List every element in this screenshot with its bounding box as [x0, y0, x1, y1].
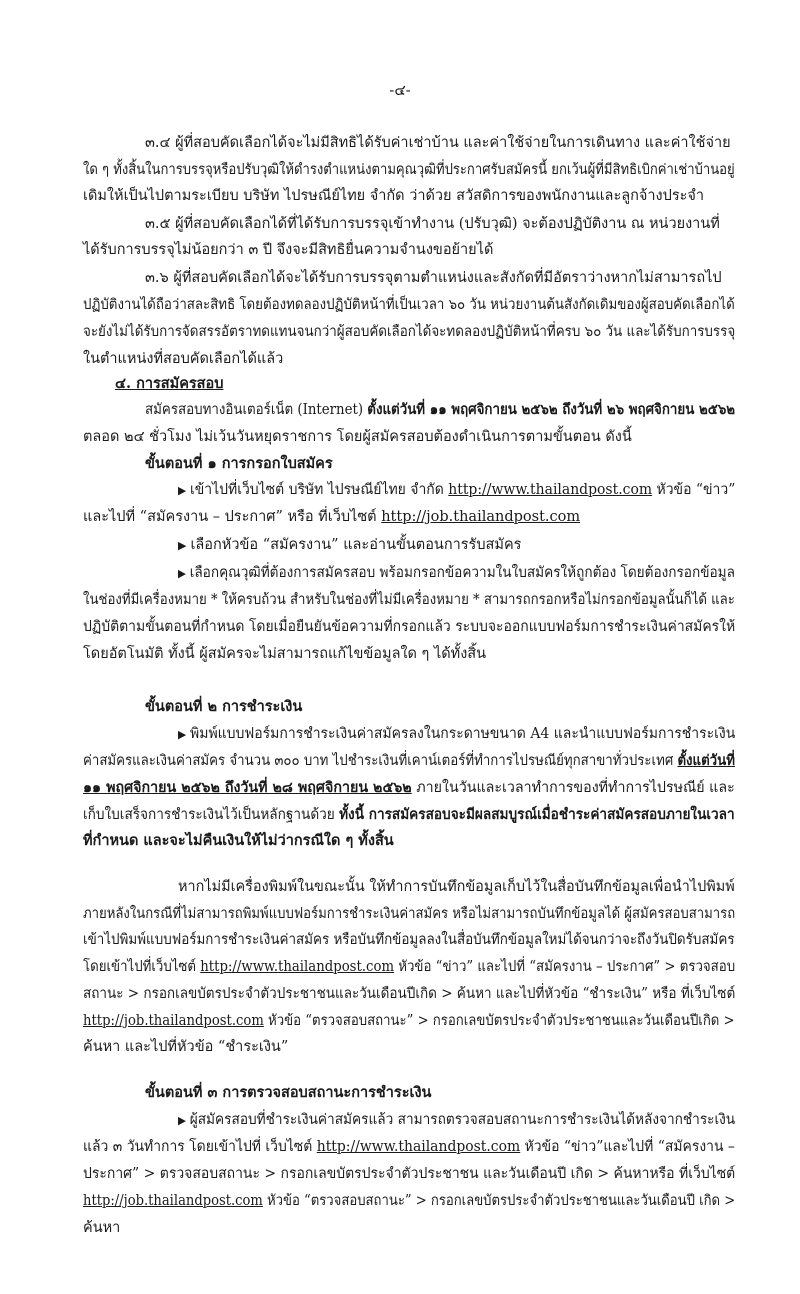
text-line: ปฏิบัติงานได้ถือว่าสละสิทธิ โดยต้องทดลองปฏิบัติหน้าที่เป็นเวลา ๖๐ วัน หน่วยงานต้นสังกัดเดิมของผู้สอบคัดเลือกได้ — [83, 297, 735, 313]
text-line — [83, 1137, 735, 1157]
text-line — [83, 957, 735, 977]
text-line: ๓.๔ ผู้ที่สอบคัดเลือกได้จะไม่มีสิทธิได้รับค่าเช่าบ้าน และค่าใช้จ่ายในการเดินทาง และค่าใช้จ่าย — [145, 135, 731, 151]
bullet-triangle-icon: ▶ — [178, 1114, 186, 1127]
text: เลือกหัวข้อ “สมัครงาน” และอ่านขั้นตอนการรับสมัคร — [190, 537, 522, 553]
text-line: ในช่องที่มีเครื่องหมาย * ให้ครบถ้วน สำหรับในช่องที่ไม่มีเครื่องหมาย * สามารถกรอกหรือไม่กรอกข้อมูลนั้นก็ได้ และ — [83, 592, 735, 608]
section-heading: ๔. การสมัครสอบ — [115, 375, 224, 392]
text: ผู้สมัครสอบที่ชำระเงินค่าสมัครแล้ว สามารถตรวจสอบสถานะการชำระเงินได้หลังจากชำระเงิน — [189, 1112, 736, 1128]
text: หัวข้อ “ข่าว” — [652, 482, 736, 498]
text-line: ปฏิบัติตามขั้นตอนที่กำหนด โดยเมื่อยืนยันข้อความที่กรอกแล้ว ระบบจะออกแบบฟอร์มการชำระเงินค่าสมัครให้ — [83, 619, 736, 635]
text-line — [178, 535, 521, 556]
text-line — [178, 1110, 735, 1131]
text-line: ภายหลังในกรณีที่ไม่สามารถพิมพ์แบบฟอร์มการชำระเงินค่าสมัคร หรือไม่สามารถบันทึกข้อมูลได้ ผู้สมัครสอบสามารถ — [83, 906, 736, 922]
bullet-triangle-icon: ▶ — [178, 539, 187, 552]
text-line: ที่กำหนด และจะไม่คืนเงินให้ไม่ว่ากรณีใด ๆ ทั้งสิ้น — [83, 832, 394, 849]
page-number: -๔- — [389, 81, 411, 99]
text-line: ประกาศ” > ตรวจสอบสถานะ > กรอกเลขบัตรประจำตัวประชาชน และวันเดือนปี เกิด > ค้นหาหรือ ที่เว็บไซต์ — [83, 1166, 736, 1182]
text: ค่าสมัครและเงินค่าสมัคร จำนวน ๓๐๐ บาท ไปชำระเงินที่เคาน์เตอร์ที่ทำการไปรษณีย์ทุกสาขาทั่วประเทศ — [83, 753, 678, 769]
text-line: โดยอัตโนมัติ ทั้งนี้ ผู้สมัครจะไม่สามารถแก้ไขข้อมูลใด ๆ ได้ทั้งสิ้น — [83, 646, 487, 662]
text-line — [83, 1011, 735, 1031]
text: หัวข้อ “ตรวจสอบสถานะ” > กรอกเลขบัตรประจำตัวประชาชนและวันเดือนปีเกิด > — [263, 1013, 735, 1029]
text: หัวข้อ “ข่าว” และไปที่ “สมัครงาน – ประกาศ” > ตรวจสอบ — [394, 959, 736, 975]
bullet-triangle-icon: ▶ — [178, 484, 187, 497]
application-period: ตั้งแต่วันที่ ๑๑ พฤศจิกายน ๒๕๖๒ ถึงวันที่ ๒๖ พฤศจิกายน ๒๕๖๒ — [367, 401, 736, 418]
text-line: สถานะ > กรอกเลขบัตรประจำตัวประชาชนและวันเดือนปีเกิด > ค้นหา และไปที่หัวข้อ “ชำระเงิน” หรือ ที่เว็บไซต์ — [83, 986, 736, 1002]
text-line — [83, 1191, 735, 1211]
text-line: ใด ๆ ทั้งสิ้นในการบรรจุหรือปรับวุฒิให้ดำรงตำแหน่งตามคุณวุฒิที่ประกาศรับสมัครนี้ ยกเว้นผู้ที่มีสิทธิเบิกค่าเช่าบ้านอยู่ — [83, 162, 735, 178]
text-line: จะยังไม่ได้รับการจัดสรรอัตราทดแทนจนกว่าผู้สอบคัดเลือกได้จะทดลองปฏิบัติหน้าที่ครบ ๖๐ วัน และได้รับการบรรจุ — [83, 324, 736, 340]
text-line: ๓.๖ ผู้ที่สอบคัดเลือกได้จะได้รับการบรรจุตามตำแหน่งและสังกัดที่มีอัตราว่างหากไม่สามารถไป — [145, 270, 722, 286]
job-thailandpost-link[interactable]: http://job.thailandpost.com — [381, 509, 581, 525]
text-line: ค้นหา และไปที่หัวข้อ “ชำระเงิน” — [83, 1039, 289, 1055]
text-line — [145, 400, 735, 420]
text-line: ๓.๕ ผู้ที่สอบคัดเลือกได้ที่ได้รับการบรรจุเข้าทำงาน (ปรับวุฒิ) จะต้องปฏิบัติงาน ณ หน่วยงานที่ — [145, 216, 720, 232]
job-thailandpost-link[interactable]: http://job.thailandpost.com — [83, 1193, 263, 1209]
intro-text: สมัครสอบทางอินเตอร์เน็ต (Internet) — [145, 402, 368, 418]
step-title: ขั้นตอนที่ ๓ การตรวจสอบสถานะการชำระเงิน — [145, 1084, 432, 1101]
text-line: ค้นหา — [83, 1220, 121, 1236]
text-line: เดิมให้เป็นไปตามระเบียบ บริษัท ไปรษณีย์ไทย จำกัด ว่าด้วย สวัสดิการของพนักงานและลูกจ้างประจำ — [83, 188, 705, 204]
text: พิมพ์แบบฟอร์มการชำระเงินค่าสมัครลงในกระดาษขนาด A4 และนำแบบฟอร์มการชำระเงิน — [190, 726, 736, 742]
text-line — [178, 563, 735, 584]
payment-period-start: ตั้งแต่วันที่ — [677, 752, 735, 769]
text-line: ได้รับการบรรจุไม่น้อยกว่า ๓ ปี จึงจะมีสิทธิยื่นความจำนงขอย้ายได้ — [83, 242, 494, 258]
text-line — [178, 724, 735, 745]
text-line: เข้าไปพิมพ์แบบฟอร์มการชำระเงินค่าสมัคร หรือบันทึกข้อมูลลงในสื่อบันทึกข้อมูลใหม่ได้จนกว่าจะถึงวันปิดรับสมัคร — [83, 932, 735, 948]
step-title: ขั้นตอนที่ ๑ การกรอกใบสมัคร — [145, 455, 333, 472]
bullet-triangle-icon: ▶ — [178, 567, 186, 580]
text: เลือกคุณวุฒิที่ต้องการสมัครสอบ พร้อมกรอกข้อความในใบสมัครให้ถูกต้อง โดยต้องกรอกข้อมูล — [189, 565, 735, 581]
text-line: ในตำแหน่งที่สอบคัดเลือกได้แล้ว — [83, 351, 284, 367]
job-thailandpost-link[interactable]: http://job.thailandpost.com — [83, 1013, 264, 1029]
text-line — [83, 805, 735, 825]
text-line — [83, 751, 735, 771]
text: เข้าไปที่เว็บไซต์ บริษัท ไปรษณีย์ไทย จำกัด — [189, 482, 449, 498]
text: หัวข้อ “ตรวจสอบสถานะ” > กรอกเลขบัตรประจำตัวประชาชนและวันเดือนปี เกิด > — [262, 1193, 736, 1209]
thailandpost-link[interactable]: http://www.thailandpost.com — [200, 959, 395, 975]
text-line — [83, 507, 580, 527]
text: โดยเข้าไปที่เว็บไซต์ — [83, 959, 201, 975]
text-line — [178, 480, 735, 501]
text-line: หากไม่มีเครื่องพิมพ์ในขณะนั้น ให้ทำการบันทึกข้อมูลเก็บไว้ในสื่อบันทึกข้อมูลเพื่อนำไปพิมพ์ — [178, 879, 735, 895]
text-line: ตลอด ๒๔ ชั่วโมง ไม่เว้นวันหยุดราชการ โดยผู้สมัครสอบต้องดำเนินการตามขั้นตอน ดังนี้ — [83, 429, 632, 445]
bullet-triangle-icon: ▶ — [178, 728, 187, 741]
step-title: ขั้นตอนที่ ๒ การชำระเงิน — [145, 698, 303, 715]
text: แล้ว ๓ วันทำการ โดยเข้าไปที่ เว็บไซต์ — [83, 1139, 317, 1155]
thailandpost-link[interactable]: http://www.thailandpost.com — [448, 482, 653, 498]
text: เก็บใบเสร็จการชำระเงินไว้เป็นหลักฐานด้วย — [83, 807, 340, 823]
text: และไปที่ “สมัครงาน – ประกาศ” หรือ ที่เว็บไซต์ — [83, 509, 382, 525]
text-line — [83, 778, 735, 798]
thailandpost-link[interactable]: http://www.thailandpost.com — [316, 1139, 521, 1155]
notice-text: ทั้งนี้ การสมัครสอบจะมีผลสมบูรณ์เมื่อชำระค่าสมัครสอบภายในเวลา — [339, 806, 735, 823]
text: หัวข้อ “ข่าว”และไปที่ “สมัครงาน – — [520, 1139, 735, 1155]
text: ภายในวันและเวลาทำการของที่ทำการไปรษณีย์ และ — [411, 780, 735, 796]
payment-period: ๑๑ พฤศจิกายน ๒๕๖๒ ถึงวันที่ ๒๘ พฤศจิกายน ๒๕๖๒ — [83, 779, 412, 796]
